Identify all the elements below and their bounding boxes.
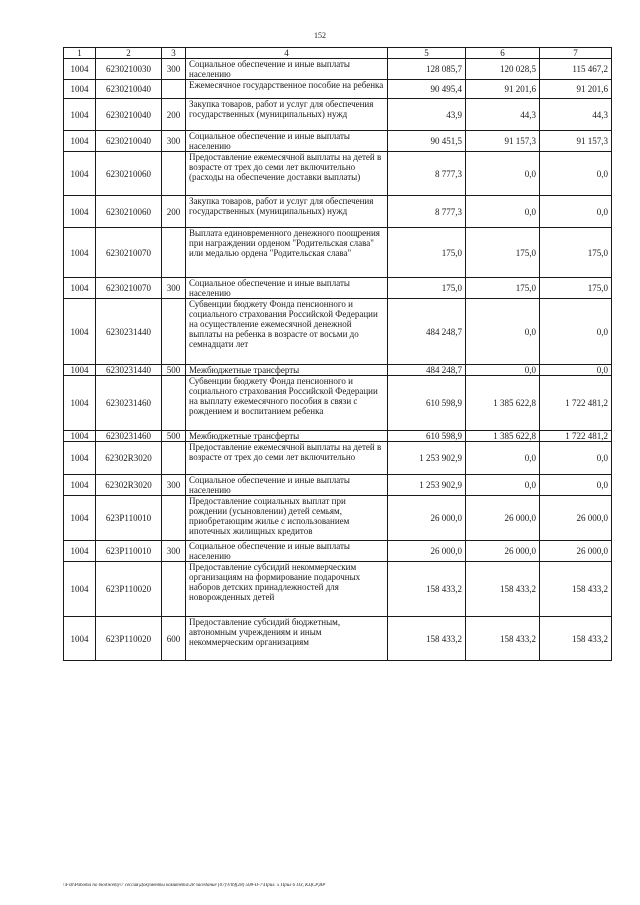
section-code: 1004	[64, 278, 96, 299]
amount-year-2: 1 385 622,8	[466, 376, 540, 431]
header-row	[64, 48, 612, 59]
table-row	[64, 299, 612, 365]
amount-year-1: 484 248,7	[388, 365, 466, 376]
amount-year-3: 26 000,0	[540, 496, 612, 541]
target-article-code: 6230210040	[96, 80, 162, 99]
section-code: 1004	[64, 299, 96, 365]
item-name: Закупка товаров, работ и услуг для обеспечения государственных (муниципальных) нужд	[186, 99, 388, 131]
target-article-code: 62302R3020	[96, 475, 162, 496]
table-row	[64, 376, 612, 431]
expense-type-code	[162, 299, 186, 365]
target-article-code: 6230210030	[96, 59, 162, 80]
item-name: Предоставление субсидий бюджетным, автономным учреждениям и иным некоммерческим организациям	[186, 617, 388, 661]
expense-type-code: 300	[162, 475, 186, 496]
table-row	[64, 152, 612, 196]
table-row	[64, 228, 612, 278]
amount-year-2: 0,0	[466, 365, 540, 376]
file-path-footer: \\Fs0\Работа по бюджету\7 сессия\Документы комитета\28 заседание (07)\Vtbf(28) 508-II-7\Прил. 5 Прил 6 ПЗ, КЦСР,ВР	[63, 883, 326, 888]
amount-year-3: 115 467,2	[540, 59, 612, 80]
amount-year-3: 0,0	[540, 442, 612, 475]
amount-year-3: 175,0	[540, 228, 612, 278]
table-row	[64, 131, 612, 152]
col-header: 4	[186, 48, 388, 59]
amount-year-1: 610 598,9	[388, 431, 466, 442]
section-code: 1004	[64, 376, 96, 431]
table-row	[64, 562, 612, 617]
expense-type-code: 300	[162, 59, 186, 80]
amount-year-2: 175,0	[466, 228, 540, 278]
item-name: Закупка товаров, работ и услуг для обеспечения государственных (муниципальных) нужд	[186, 196, 388, 228]
item-name: Социальное обеспечение и иные выплаты населению	[186, 475, 388, 496]
target-article-code: 6230231440	[96, 365, 162, 376]
item-name: Ежемесячное государственное пособие на ребенка	[186, 80, 388, 99]
section-code: 1004	[64, 475, 96, 496]
section-code: 1004	[64, 131, 96, 152]
amount-year-3: 0,0	[540, 365, 612, 376]
table-row	[64, 442, 612, 475]
table-row	[64, 59, 612, 80]
amount-year-2: 26 000,0	[466, 541, 540, 562]
section-code: 1004	[64, 99, 96, 131]
amount-year-1: 175,0	[388, 228, 466, 278]
amount-year-3: 26 000,0	[540, 541, 612, 562]
expense-type-code: 200	[162, 196, 186, 228]
item-name: Социальное обеспечение и иные выплаты населению	[186, 541, 388, 562]
item-name: Межбюджетные трансферты	[186, 431, 388, 442]
amount-year-3: 0,0	[540, 152, 612, 196]
amount-year-1: 26 000,0	[388, 541, 466, 562]
section-code: 1004	[64, 562, 96, 617]
budget-table	[63, 47, 612, 661]
item-name: Социальное обеспечение и иные выплаты населению	[186, 59, 388, 80]
table-row	[64, 431, 612, 442]
expense-type-code	[162, 228, 186, 278]
expense-type-code: 300	[162, 131, 186, 152]
page-number: 152	[314, 31, 326, 40]
expense-type-code	[162, 152, 186, 196]
table-row	[64, 496, 612, 541]
expense-type-code: 300	[162, 278, 186, 299]
section-code: 1004	[64, 196, 96, 228]
col-header: 5	[388, 48, 466, 59]
expense-type-code	[162, 376, 186, 431]
amount-year-2: 0,0	[466, 475, 540, 496]
expense-type-code: 500	[162, 365, 186, 376]
amount-year-3: 0,0	[540, 299, 612, 365]
section-code: 1004	[64, 617, 96, 661]
item-name: Межбюджетные трансферты	[186, 365, 388, 376]
item-name: Выплата единовременного денежного поощрения при награждении орденом "Родительская слава" или медалью ордена "Родительская слава"	[186, 228, 388, 278]
amount-year-2: 1 385 622,8	[466, 431, 540, 442]
amount-year-2: 0,0	[466, 196, 540, 228]
target-article-code: 6230231460	[96, 376, 162, 431]
amount-year-1: 8 777,3	[388, 152, 466, 196]
target-article-code: 6230210040	[96, 131, 162, 152]
amount-year-2: 0,0	[466, 299, 540, 365]
expense-type-code	[162, 442, 186, 475]
col-header: 1	[64, 48, 96, 59]
amount-year-2: 91 201,6	[466, 80, 540, 99]
expense-type-code	[162, 562, 186, 617]
item-name: Предоставление ежемесячной выплаты на детей в возрасте от трех до семи лет включительно	[186, 442, 388, 475]
amount-year-1: 90 451,5	[388, 131, 466, 152]
amount-year-2: 91 157,3	[466, 131, 540, 152]
amount-year-3: 0,0	[540, 475, 612, 496]
amount-year-1: 90 495,4	[388, 80, 466, 99]
target-article-code: 6230210070	[96, 278, 162, 299]
expense-type-code: 500	[162, 431, 186, 442]
expense-type-code	[162, 80, 186, 99]
amount-year-2: 44,3	[466, 99, 540, 131]
col-header: 6	[466, 48, 540, 59]
target-article-code: 6230231460	[96, 431, 162, 442]
amount-year-1: 1 253 902,9	[388, 475, 466, 496]
item-name: Предоставление субсидий некоммерческим организациям на формирование подарочных наборов детских принадлежностей для новорожденных детей	[186, 562, 388, 617]
table-row	[64, 617, 612, 661]
amount-year-1: 1 253 902,9	[388, 442, 466, 475]
amount-year-1: 158 433,2	[388, 617, 466, 661]
amount-year-1: 26 000,0	[388, 496, 466, 541]
amount-year-2: 175,0	[466, 278, 540, 299]
item-name: Предоставление ежемесячной выплаты на детей в возрасте от трех до семи лет включительно (расходы на обеспечение доставки выплаты)	[186, 152, 388, 196]
target-article-code: 6230210060	[96, 152, 162, 196]
target-article-code: 6230210070	[96, 228, 162, 278]
section-code: 1004	[64, 496, 96, 541]
amount-year-3: 44,3	[540, 99, 612, 131]
section-code: 1004	[64, 442, 96, 475]
amount-year-2: 0,0	[466, 152, 540, 196]
item-name: Социальное обеспечение и иные выплаты населению	[186, 278, 388, 299]
table-row	[64, 80, 612, 99]
amount-year-3: 1 722 481,2	[540, 376, 612, 431]
amount-year-1: 610 598,9	[388, 376, 466, 431]
target-article-code: 623P110020	[96, 617, 162, 661]
amount-year-2: 0,0	[466, 442, 540, 475]
item-name: Субвенции бюджету Фонда пенсионного и социального страхования Российской Федерации на выплату ежемесячного пособия в связи с рождением и воспитанием ребенка	[186, 376, 388, 431]
section-code: 1004	[64, 59, 96, 80]
amount-year-2: 158 433,2	[466, 562, 540, 617]
table-row	[64, 196, 612, 228]
table-row	[64, 365, 612, 376]
amount-year-1: 158 433,2	[388, 562, 466, 617]
table-row	[64, 541, 612, 562]
amount-year-2: 120 028,5	[466, 59, 540, 80]
amount-year-3: 91 201,6	[540, 80, 612, 99]
target-article-code: 6230210060	[96, 196, 162, 228]
target-article-code: 623P110010	[96, 541, 162, 562]
target-article-code: 6230210040	[96, 99, 162, 131]
col-header: 3	[162, 48, 186, 59]
amount-year-3: 158 433,2	[540, 617, 612, 661]
section-code: 1004	[64, 228, 96, 278]
expense-type-code: 600	[162, 617, 186, 661]
item-name: Субвенции бюджету Фонда пенсионного и социального страхования Российской Федерации на осуществление ежемесячной денежной выплаты на ребенка в возрасте от восьми до семнадцати лет	[186, 299, 388, 365]
amount-year-3: 175,0	[540, 278, 612, 299]
table-row	[64, 99, 612, 131]
item-name: Социальное обеспечение и иные выплаты населению	[186, 131, 388, 152]
amount-year-3: 1 722 481,2	[540, 431, 612, 442]
target-article-code: 62302R3020	[96, 442, 162, 475]
amount-year-1: 175,0	[388, 278, 466, 299]
section-code: 1004	[64, 431, 96, 442]
section-code: 1004	[64, 152, 96, 196]
amount-year-1: 43,9	[388, 99, 466, 131]
amount-year-2: 158 433,2	[466, 617, 540, 661]
amount-year-3: 0,0	[540, 196, 612, 228]
amount-year-3: 91 157,3	[540, 131, 612, 152]
section-code: 1004	[64, 80, 96, 99]
amount-year-3: 158 433,2	[540, 562, 612, 617]
section-code: 1004	[64, 541, 96, 562]
target-article-code: 6230231440	[96, 299, 162, 365]
table-row	[64, 278, 612, 299]
target-article-code: 623P110010	[96, 496, 162, 541]
table-body	[64, 59, 612, 661]
col-header: 7	[540, 48, 612, 59]
col-header: 2	[96, 48, 162, 59]
amount-year-2: 26 000,0	[466, 496, 540, 541]
expense-type-code	[162, 496, 186, 541]
expense-type-code: 300	[162, 541, 186, 562]
amount-year-1: 128 085,7	[388, 59, 466, 80]
expense-type-code: 200	[162, 99, 186, 131]
section-code: 1004	[64, 365, 96, 376]
amount-year-1: 8 777,3	[388, 196, 466, 228]
amount-year-1: 484 248,7	[388, 299, 466, 365]
target-article-code: 623P110020	[96, 562, 162, 617]
table-row	[64, 475, 612, 496]
item-name: Предоставление социальных выплат при рождении (усыновлении) детей семьям, приобретающим жилье с использованием ипотечных жилищных кредитов	[186, 496, 388, 541]
